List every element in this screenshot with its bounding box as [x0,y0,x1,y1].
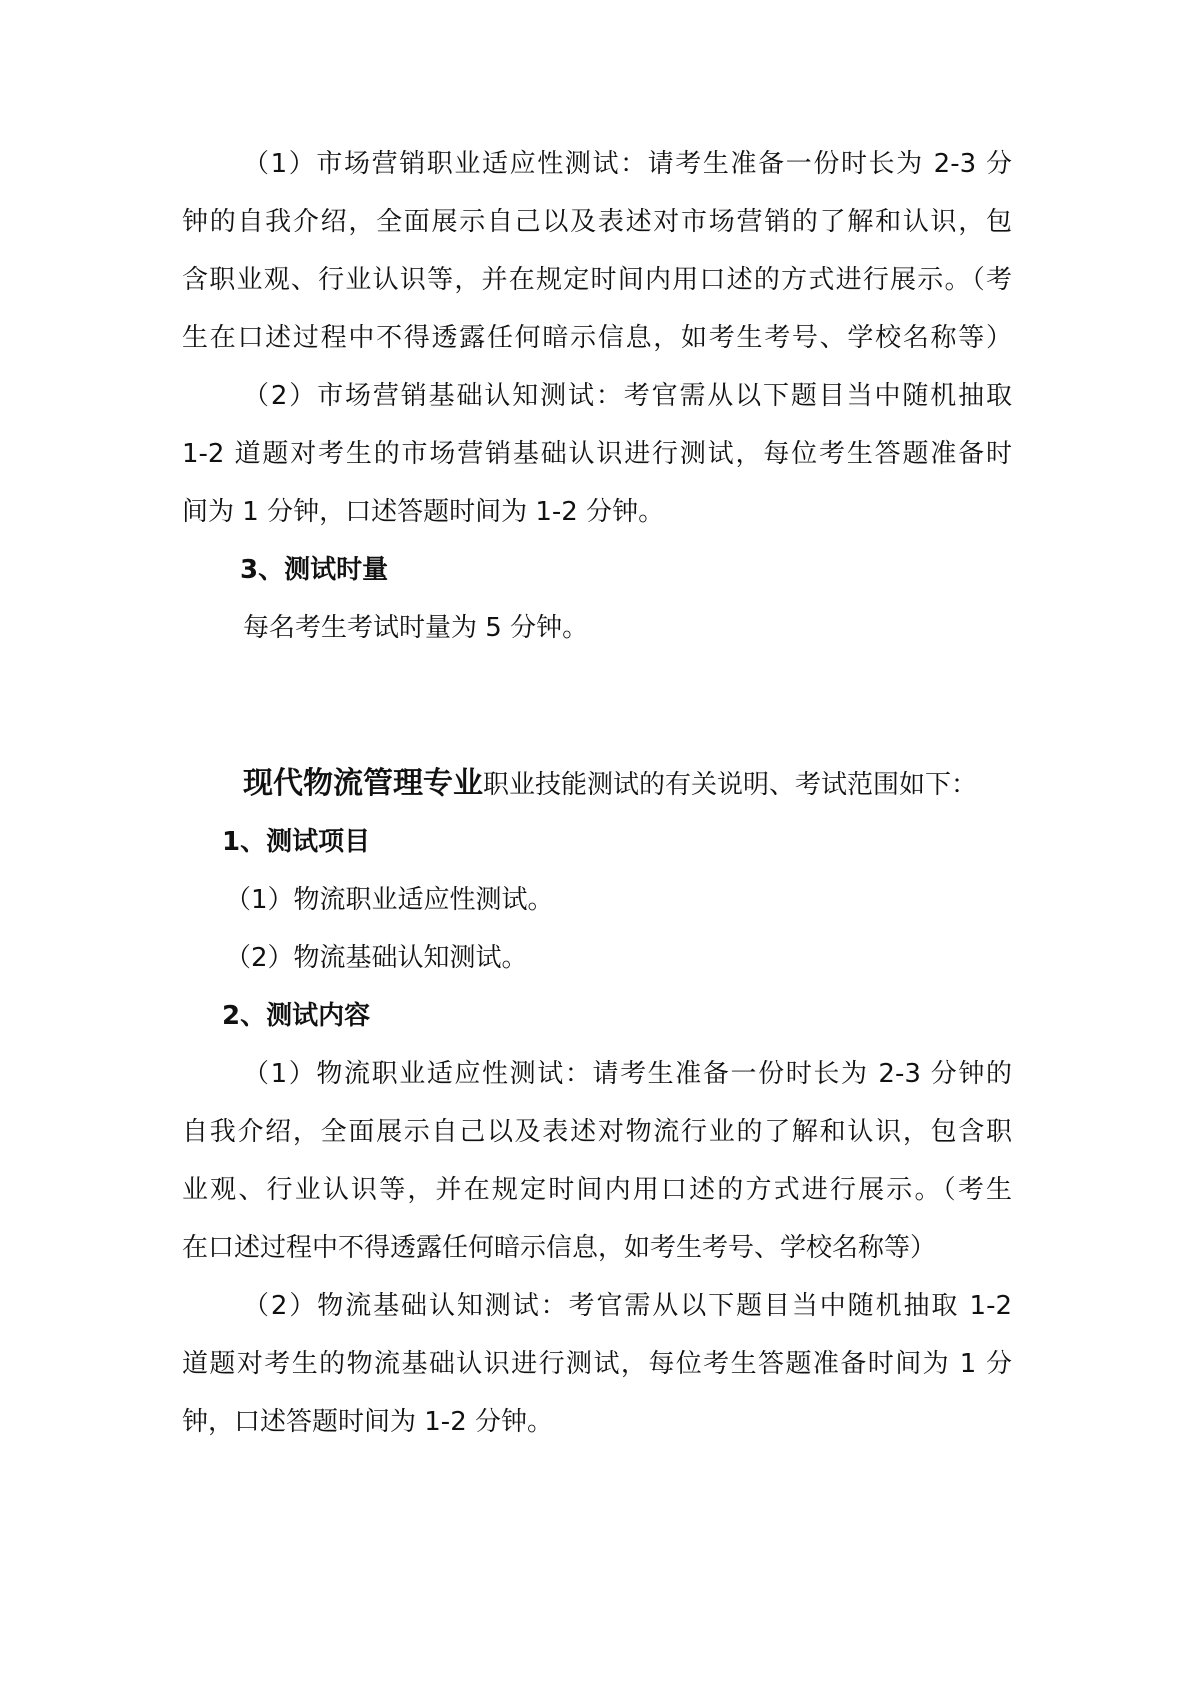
section-title-rest: 职业技能测试的有关说明、考试范围如下： [483,770,978,800]
paragraph-line: 1-2 道题对考生的市场营销基础认识进行测试，每位考生答题准备时 [182,439,1012,469]
paragraph-line: 钟的自我介绍，全面展示自己以及表述对市场营销的了解和认识，包 [182,207,1012,237]
paragraph-line: （1）物流职业适应性测试：请考生准备一份时长为 2-3 分钟的 [243,1059,1012,1089]
list-item: （2）物流基础认知测试。 [225,943,528,973]
section-heading: 3、测试时量 [240,555,389,585]
section-heading: 2、测试内容 [222,1001,371,1031]
paragraph-line: 每名考生考试时量为 5 分钟。 [243,613,589,643]
paragraph-line: 间为 1 分钟，口述答题时间为 1-2 分钟。 [182,497,665,527]
paragraph-line: 自我介绍，全面展示自己以及表述对物流行业的了解和认识，包含职 [182,1117,1012,1147]
paragraph-line: （2）市场营销基础认知测试：考官需从以下题目当中随机抽取 [243,381,1012,411]
section-heading: 1、测试项目 [222,827,371,857]
paragraph-line: 道题对考生的物流基础认识进行测试，每位考生答题准备时间为 1 分 [182,1349,1012,1379]
paragraph-line: 在口述过程中不得透露任何暗示信息，如考生考号、学校名称等） [182,1233,937,1263]
paragraph-line: 含职业观、行业认识等，并在规定时间内用口述的方式进行展示。（考 [182,265,1012,295]
paragraph-line: 生在口述过程中不得透露任何暗示信息，如考生考号、学校名称等） [182,323,1012,353]
section-title [243,764,1023,804]
section-title-major: 现代物流管理专业 [243,766,483,801]
paragraph-line: 钟，口述答题时间为 1-2 分钟。 [182,1407,553,1437]
paragraph-line: （2）物流基础认知测试：考官需从以下题目当中随机抽取 1-2 [243,1291,1012,1321]
list-item: （1）物流职业适应性测试。 [225,885,554,915]
paragraph-line: （1）市场营销职业适应性测试：请考生准备一份时长为 2-3 分 [243,149,1012,179]
paragraph-line: 业观、行业认识等，并在规定时间内用口述的方式进行展示。（考生 [182,1175,1012,1205]
